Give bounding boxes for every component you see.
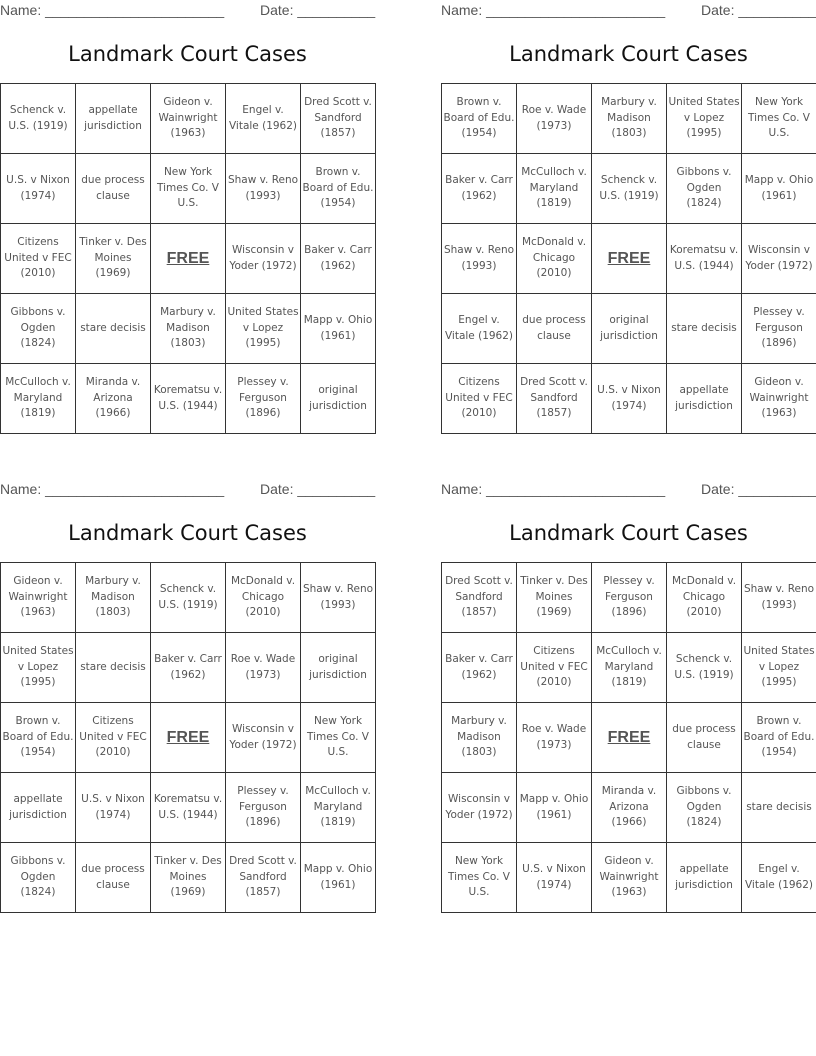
- card-header: [0, 479, 375, 501]
- bingo-cell: appellate jurisdiction: [667, 364, 742, 434]
- bingo-cell: stare decisis: [76, 294, 151, 364]
- bingo-cell: Citizens United v FEC (2010): [76, 703, 151, 773]
- bingo-cell: Shaw v. Reno (1993): [226, 154, 301, 224]
- bingo-cell: New York Times Co. V U.S.: [442, 843, 517, 913]
- card-header: [441, 479, 816, 501]
- bingo-cell: stare decisis: [667, 294, 742, 364]
- grid-row: [442, 563, 816, 633]
- grid-row: [442, 633, 816, 703]
- card-title: Landmark Court Cases: [68, 521, 307, 545]
- bingo-cell: Plessey v. Ferguson (1896): [226, 364, 301, 434]
- bingo-cell: Tinker v. Des Moines (1969): [517, 563, 592, 633]
- bingo-cell: Schenck v. U.S. (1919): [592, 154, 667, 224]
- grid-row: [1, 703, 376, 773]
- bingo-cell: Plessey v. Ferguson (1896): [226, 773, 301, 843]
- bingo-cell: Shaw v. Reno (1993): [301, 563, 376, 633]
- bingo-cell: Plessey v. Ferguson (1896): [592, 563, 667, 633]
- bingo-cell: Tinker v. Des Moines (1969): [76, 224, 151, 294]
- bingo-cell: Mapp v. Ohio (1961): [301, 843, 376, 913]
- grid-row: [1, 843, 376, 913]
- free-space: FREE: [592, 224, 667, 294]
- bingo-card-2: [441, 0, 816, 435]
- bingo-cell: appellate jurisdiction: [1, 773, 76, 843]
- bingo-cell: Mapp v. Ohio (1961): [301, 294, 376, 364]
- bingo-cell: Baker v. Carr (1962): [151, 633, 226, 703]
- bingo-cell: Gideon v. Wainwright (1963): [151, 84, 226, 154]
- free-space: FREE: [592, 703, 667, 773]
- bingo-cell: Korematsu v. U.S. (1944): [667, 224, 742, 294]
- bingo-cell: Korematsu v. U.S. (1944): [151, 364, 226, 434]
- free-space: FREE: [151, 224, 226, 294]
- bingo-cell: stare decisis: [742, 773, 816, 843]
- grid-row: [442, 224, 816, 294]
- bingo-cell: United States v Lopez (1995): [742, 633, 816, 703]
- bingo-cell: McCulloch v. Maryland (1819): [592, 633, 667, 703]
- bingo-cell: Korematsu v. U.S. (1944): [151, 773, 226, 843]
- bingo-cell: Dred Scott v. Sandford (1857): [226, 843, 301, 913]
- bingo-cell: Citizens United v FEC (2010): [1, 224, 76, 294]
- grid-row: [442, 843, 816, 913]
- bingo-cell: appellate jurisdiction: [76, 84, 151, 154]
- bingo-grid: [0, 83, 376, 434]
- bingo-cell: Schenck v. U.S. (1919): [1, 84, 76, 154]
- card-header: [441, 0, 816, 22]
- date-field-label: Date: __________: [701, 2, 816, 18]
- bingo-cell: Shaw v. Reno (1993): [742, 563, 816, 633]
- bingo-cell: Brown v. Board of Edu. (1954): [742, 703, 816, 773]
- grid-row: [442, 703, 816, 773]
- name-field-label: Name: _______________________: [441, 2, 666, 18]
- grid-row: [442, 773, 816, 843]
- card-title: Landmark Court Cases: [509, 521, 748, 545]
- bingo-cell: Wisconsin v Yoder (1972): [442, 773, 517, 843]
- bingo-cell: Mapp v. Ohio (1961): [517, 773, 592, 843]
- bingo-cell: Citizens United v FEC (2010): [517, 633, 592, 703]
- date-field-label: Date: __________: [701, 481, 816, 497]
- bingo-cell: Dred Scott v. Sandford (1857): [301, 84, 376, 154]
- free-space: FREE: [151, 703, 226, 773]
- bingo-cell: Baker v. Carr (1962): [301, 224, 376, 294]
- date-field-label: Date: __________: [260, 481, 376, 497]
- bingo-cell: Mapp v. Ohio (1961): [742, 154, 816, 224]
- bingo-cell: United States v Lopez (1995): [667, 84, 742, 154]
- name-field-label: Name: _______________________: [441, 481, 666, 497]
- bingo-cell: Schenck v. U.S. (1919): [667, 633, 742, 703]
- bingo-cell: Schenck v. U.S. (1919): [151, 563, 226, 633]
- bingo-grid: [441, 83, 816, 434]
- bingo-cell: New York Times Co. V U.S.: [151, 154, 226, 224]
- bingo-cell: Engel v. Vitale (1962): [442, 294, 517, 364]
- grid-row: [1, 364, 376, 434]
- card-title: Landmark Court Cases: [68, 42, 307, 66]
- card-title: Landmark Court Cases: [509, 42, 748, 66]
- bingo-cell: United States v Lopez (1995): [226, 294, 301, 364]
- grid-row: [1, 563, 376, 633]
- bingo-cell: New York Times Co. V U.S.: [301, 703, 376, 773]
- bingo-cell: United States v Lopez (1995): [1, 633, 76, 703]
- grid-row: [442, 294, 816, 364]
- bingo-cell: Roe v. Wade (1973): [517, 84, 592, 154]
- card-header: [0, 0, 375, 22]
- bingo-cell: Brown v. Board of Edu. (1954): [1, 703, 76, 773]
- bingo-cell: New York Times Co. V U.S.: [742, 84, 816, 154]
- grid-row: [1, 773, 376, 843]
- bingo-cell: original jurisdiction: [301, 364, 376, 434]
- bingo-cell: Engel v. Vitale (1962): [226, 84, 301, 154]
- bingo-card-1: [0, 0, 375, 435]
- bingo-cell: Marbury v. Madison (1803): [76, 563, 151, 633]
- grid-row: [1, 84, 376, 154]
- bingo-cell: Wisconsin v Yoder (1972): [226, 703, 301, 773]
- bingo-cell: Plessey v. Ferguson (1896): [742, 294, 816, 364]
- bingo-cell: original jurisdiction: [592, 294, 667, 364]
- bingo-cell: U.S. v Nixon (1974): [76, 773, 151, 843]
- grid-row: [1, 294, 376, 364]
- bingo-cell: Dred Scott v. Sandford (1857): [442, 563, 517, 633]
- grid-row: [442, 84, 816, 154]
- bingo-cell: Brown v. Board of Edu. (1954): [442, 84, 517, 154]
- bingo-cell: Roe v. Wade (1973): [517, 703, 592, 773]
- bingo-cell: Tinker v. Des Moines (1969): [151, 843, 226, 913]
- bingo-cell: Brown v. Board of Edu. (1954): [301, 154, 376, 224]
- bingo-cell: Roe v. Wade (1973): [226, 633, 301, 703]
- bingo-cell: stare decisis: [76, 633, 151, 703]
- bingo-cell: Marbury v. Madison (1803): [592, 84, 667, 154]
- bingo-cell: due process clause: [667, 703, 742, 773]
- bingo-cell: McCulloch v. Maryland (1819): [1, 364, 76, 434]
- date-field-label: Date: __________: [260, 2, 376, 18]
- bingo-cell: U.S. v Nixon (1974): [1, 154, 76, 224]
- bingo-cell: U.S. v Nixon (1974): [592, 364, 667, 434]
- bingo-cell: Wisconsin v Yoder (1972): [742, 224, 816, 294]
- bingo-cell: McCulloch v. Maryland (1819): [301, 773, 376, 843]
- bingo-cell: Baker v. Carr (1962): [442, 633, 517, 703]
- bingo-cell: McCulloch v. Maryland (1819): [517, 154, 592, 224]
- grid-row: [1, 224, 376, 294]
- bingo-cell: Engel v. Vitale (1962): [742, 843, 816, 913]
- bingo-cell: Marbury v. Madison (1803): [442, 703, 517, 773]
- bingo-cell: due process clause: [76, 154, 151, 224]
- bingo-cell: due process clause: [517, 294, 592, 364]
- bingo-cell: Gideon v. Wainwright (1963): [1, 563, 76, 633]
- name-field-label: Name: _______________________: [0, 2, 225, 18]
- grid-row: [442, 154, 816, 224]
- bingo-cell: original jurisdiction: [301, 633, 376, 703]
- bingo-cell: Miranda v. Arizona (1966): [76, 364, 151, 434]
- bingo-cell: U.S. v Nixon (1974): [517, 843, 592, 913]
- bingo-cell: McDonald v. Chicago (2010): [517, 224, 592, 294]
- bingo-card-3: [0, 479, 375, 914]
- bingo-cell: appellate jurisdiction: [667, 843, 742, 913]
- bingo-cell: Gibbons v. Ogden (1824): [1, 843, 76, 913]
- name-field-label: Name: _______________________: [0, 481, 225, 497]
- bingo-cell: McDonald v. Chicago (2010): [667, 563, 742, 633]
- bingo-cell: Dred Scott v. Sandford (1857): [517, 364, 592, 434]
- bingo-cell: Marbury v. Madison (1803): [151, 294, 226, 364]
- grid-row: [1, 154, 376, 224]
- bingo-cell: Gibbons v. Ogden (1824): [667, 773, 742, 843]
- bingo-card-4: [441, 479, 816, 914]
- bingo-cell: Gideon v. Wainwright (1963): [742, 364, 816, 434]
- bingo-cell: Gibbons v. Ogden (1824): [667, 154, 742, 224]
- bingo-cell: Wisconsin v Yoder (1972): [226, 224, 301, 294]
- bingo-cell: Miranda v. Arizona (1966): [592, 773, 667, 843]
- bingo-cell: Gibbons v. Ogden (1824): [1, 294, 76, 364]
- grid-row: [1, 633, 376, 703]
- bingo-cell: Citizens United v FEC (2010): [442, 364, 517, 434]
- grid-row: [442, 364, 816, 434]
- bingo-grid: [0, 562, 376, 913]
- bingo-cell: Baker v. Carr (1962): [442, 154, 517, 224]
- bingo-grid: [441, 562, 816, 913]
- bingo-cell: Shaw v. Reno (1993): [442, 224, 517, 294]
- bingo-cell: due process clause: [76, 843, 151, 913]
- bingo-cell: McDonald v. Chicago (2010): [226, 563, 301, 633]
- bingo-cell: Gideon v. Wainwright (1963): [592, 843, 667, 913]
